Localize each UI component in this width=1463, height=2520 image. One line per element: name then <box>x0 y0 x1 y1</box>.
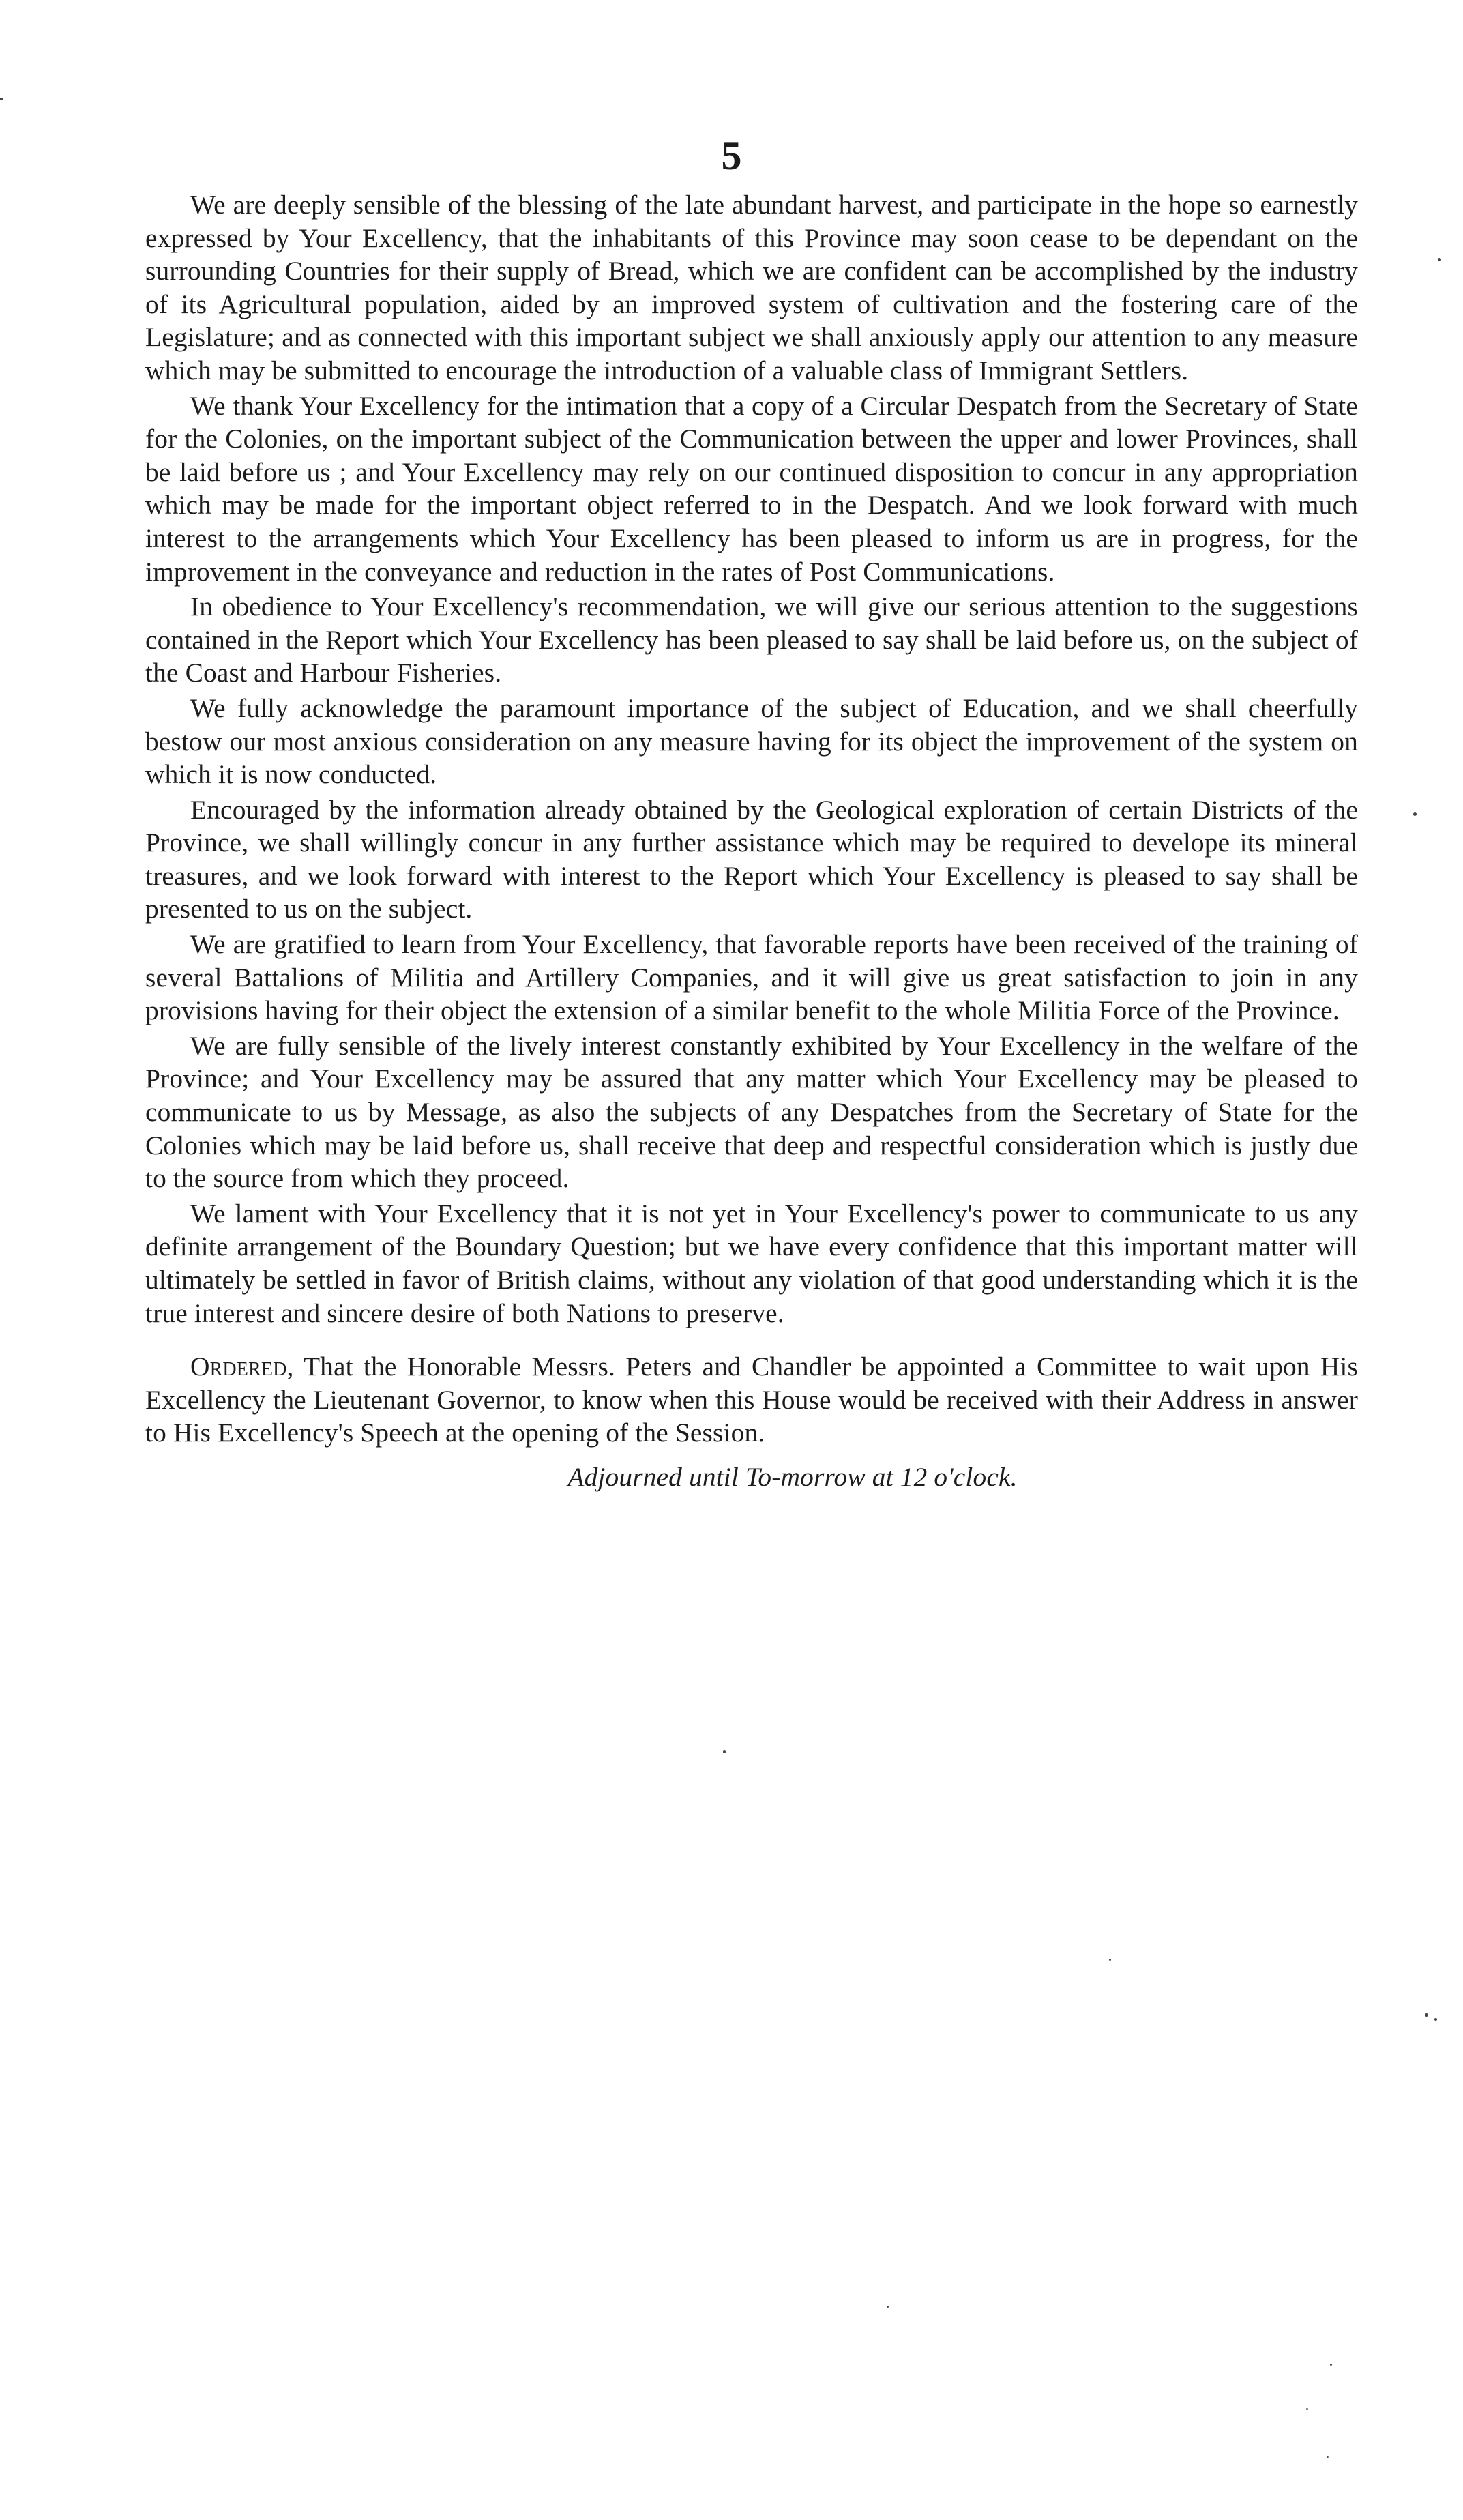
adjournment-line: Adjourned until To-morrow at 12 o'clock. <box>567 1461 1018 1492</box>
print-speck <box>1327 2456 1329 2458</box>
page-number: 5 <box>721 133 742 178</box>
paragraph-education: We fully acknowledge the paramount importance of the subject of Education, and we shall cheerfully bestow our most anxious consideration on any measure having for its object the improvement of the system on which it is now conducted. <box>145 692 1358 790</box>
paragraph-harvest: We are deeply sensible of the blessing of the late abundant harvest, and participate in the hope so earnestly expressed by Your Excellency, that the inhabitants of this Province may soon cease to be dependant on the surrounding Countries for their supply of Bread, which we are confident can be accomplished by the industry of its Agricultural population, aided by an improved system of cultivation and the fostering care of the Legislature; and as connected with this important subject we shall anxiously apply our attention to any measure which may be submitted to encourage the introduction of a valuable class of Immigrant Settlers. <box>145 190 1358 385</box>
paragraph-boundary: We lament with Your Excellency that it is not yet in Your Excellency's power to communicate to us any definite arrangement of the Boundary Question; but we have every confidence that this important matter will ultimately be settled in favor of British claims, without any violation of that good understanding which it is the true interest and sincere desire of both Nations to preserve. <box>145 1198 1358 1328</box>
print-speck <box>887 2306 889 2308</box>
print-speck <box>1109 1959 1111 1961</box>
print-speck <box>723 1750 726 1753</box>
paragraph-order <box>145 1350 1358 1450</box>
order-lead: Ordered, <box>190 1351 294 1382</box>
order-text: That the Honorable Messrs. Peters and Chandler be appointed a Committee to wait upon His Excellency the Lieutenant Governor, to know when this House would be received with their Address in answer to His Excellency's Speech at the opening of the Session. <box>145 1351 1358 1448</box>
print-speck <box>1434 2018 1437 2021</box>
paragraph-militia: We are gratified to learn from Your Excellency, that favorable reports have been received of the training of several Battalions of Militia and Artillery Companies, and it will give us great satisfaction to join in any provisions having for their object the extension of a similar benefit to the whole Militia Force of the Province. <box>145 929 1358 1026</box>
body-text <box>145 188 1358 1496</box>
paragraph-interest: We are fully sensible of the lively interest constantly exhibited by Your Excellency in the welfare of the Province; and Your Excellency may be assured that any matter which Your Excellency may be pleased to communicate to us by Message, as also the subjects of any Despatches from the Secretary of State for the Colonies which may be laid before us, shall receive that deep and respectful consideration which is justly due to the source from which they proceed. <box>145 1030 1358 1194</box>
paragraph-circular-despatch: We thank Your Excellency for the intimation that a copy of a Circular Despatch from the Secretary of State for the Colonies, on the important subject of the Communication between the upper and lower Provinces, shall be laid before us ; and Your Excellency may rely on our continued disposition to concur in any appropriation which may be made for the important object referred to in the Despatch. And we look forward with much interest to the arrangements which Your Excellency has been pleased to inform us are in progress, for the improvement in the conveyance and reduction in the rates of Post Communications. <box>145 390 1358 587</box>
print-speck <box>1425 2013 1428 2017</box>
print-speck <box>1413 812 1417 816</box>
paragraph-geological: Encouraged by the information already obtained by the Geological exploration of certain Districts of the Province, we shall willingly concur in any further assistance which may be required to develope its mineral treasures, and we look forward with interest to the Report which Your Excellency is pleased to say shall be presented to us on the subject. <box>145 794 1358 924</box>
print-speck <box>1330 2364 1332 2366</box>
print-speck <box>1306 2408 1308 2410</box>
print-speck <box>1438 258 1441 261</box>
paragraph-fisheries: In obedience to Your Excellency's recommendation, we will give our serious attention to the suggestions contained in the Report which Your Excellency has been pleased to say shall be laid before us, on the subject of the Coast and Harbour Fisheries. <box>145 591 1358 688</box>
print-speck <box>0 98 3 100</box>
